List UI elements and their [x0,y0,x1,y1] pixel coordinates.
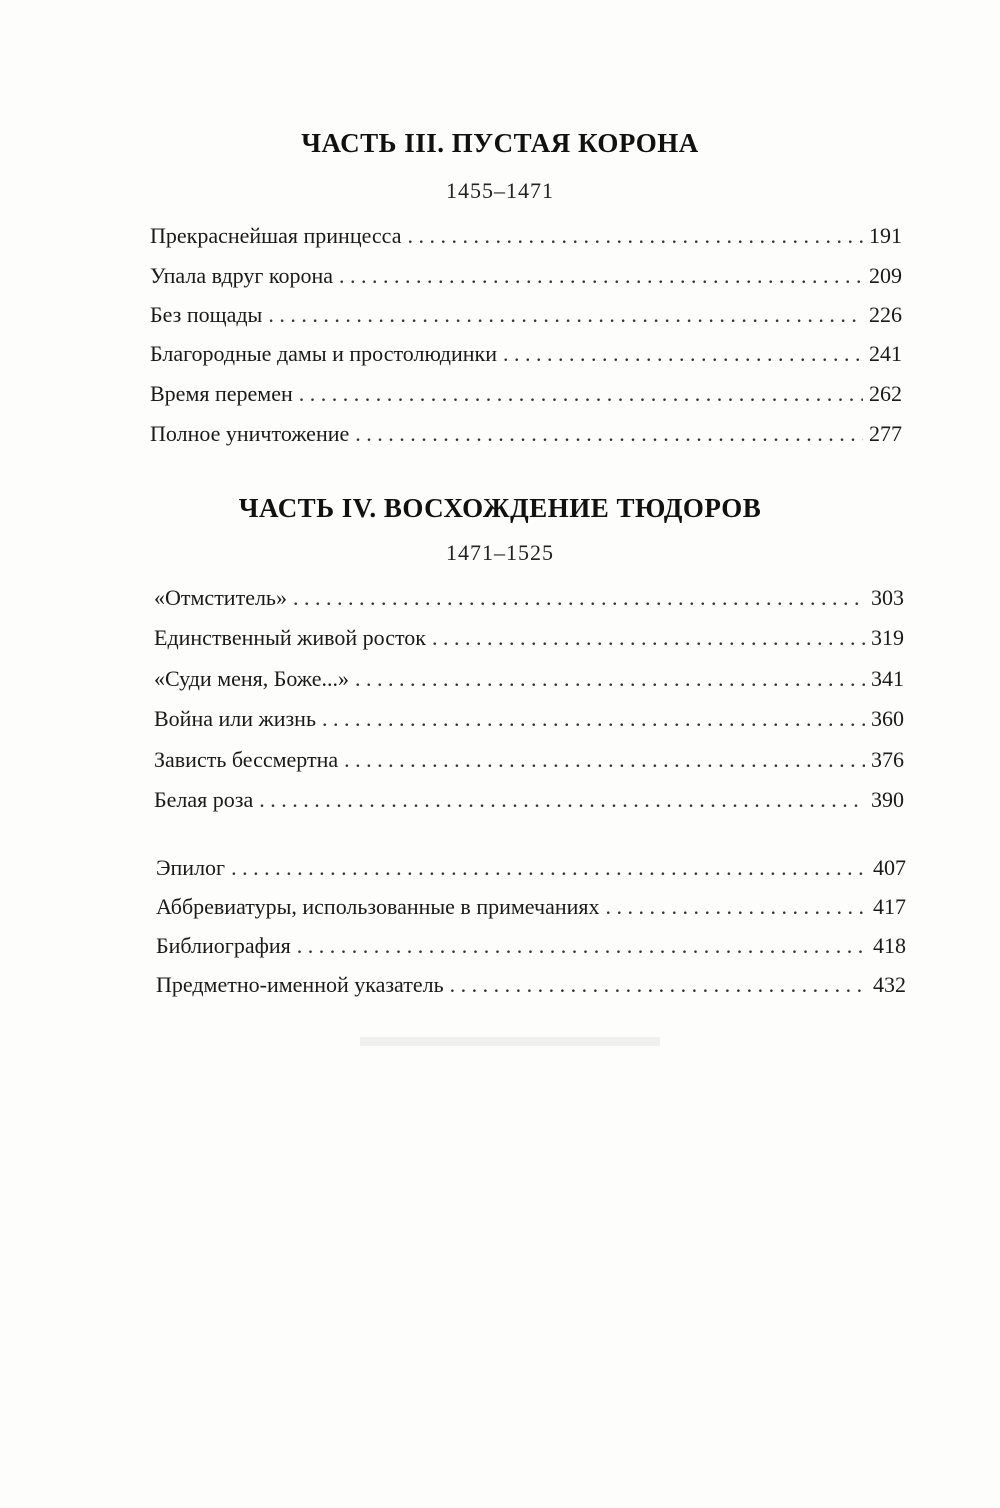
entry-page-number: 417 [873,894,906,919]
entry-page-number: 418 [873,933,906,958]
dot-leader [293,585,865,611]
dot-leader [268,302,863,328]
part-4-years: 1471–1525 [446,540,554,565]
entry-page-number: 191 [869,223,902,248]
entry-title: Предметно-именной указатель [156,972,444,997]
dot-leader [339,263,863,289]
toc-entry[interactable] [154,706,904,732]
entry-title: «Суди меня, Боже...» [154,666,350,691]
dot-leader [297,933,867,959]
dot-leader [407,223,863,249]
toc-entry[interactable] [154,666,904,692]
dot-leader [322,706,865,732]
toc-entry[interactable] [150,341,902,367]
toc-entry[interactable] [154,625,904,651]
entry-page-number: 303 [871,585,904,610]
dot-leader [344,747,865,773]
entry-page-number: 376 [871,747,904,772]
entry-title: Эпилог [156,855,226,880]
entry-title: Благородные дамы и простолюдинки [150,341,497,366]
entry-page-number: 226 [869,302,902,327]
entry-title: Белая роза [154,787,254,812]
entry-title: Прекраснейшая принцесса [150,223,402,248]
dot-leader [355,666,865,692]
toc-entry[interactable] [156,972,906,998]
toc-entry[interactable] [150,421,902,447]
toc-entry[interactable] [150,302,902,328]
toc-entry[interactable] [154,787,904,813]
dot-leader [450,972,867,998]
entry-page-number: 277 [869,421,902,446]
dot-leader [355,421,863,447]
entry-title: Единственный живой росток [154,625,426,650]
dot-leader [606,894,867,920]
entry-page-number: 432 [873,972,906,997]
dot-leader [432,625,865,651]
entry-title: Упала вдруг корона [150,263,333,288]
entry-title: Без пощады [150,302,263,327]
dot-leader [299,381,863,407]
entry-title: Полное уничтожение [150,421,350,446]
entry-title: «Отмститель» [154,585,287,610]
dot-leader [259,787,865,813]
toc-entry[interactable] [150,263,902,289]
entry-title: Библиография [156,933,291,958]
entry-title: Аббревиатуры, использованные в примечаниях [156,894,600,919]
bleed-through-texture: ▬▬▬▬▬▬▬▬▬▬ [360,1020,660,1053]
entry-page-number: 360 [871,706,904,731]
dot-leader [231,855,867,881]
entry-page-number: 319 [871,625,904,650]
toc-entry[interactable] [156,894,906,920]
toc-entry[interactable] [150,223,902,249]
entry-page-number: 241 [869,341,902,366]
toc-entry[interactable] [150,381,902,407]
entry-page-number: 341 [871,666,904,691]
toc-entry[interactable] [154,747,904,773]
entry-title: Война или жизнь [154,706,316,731]
part-3-years: 1455–1471 [446,178,554,203]
toc-entry[interactable] [156,933,906,959]
entry-page-number: 209 [869,263,902,288]
entry-page-number: 262 [869,381,902,406]
entry-title: Зависть бессмертна [154,747,339,772]
toc-entry[interactable] [156,855,906,881]
part-3-title: ЧАСТЬ III. ПУСТАЯ КОРОНА [301,128,699,158]
part-4-title: ЧАСТЬ IV. ВОСХОЖДЕНИЕ ТЮДОРОВ [238,493,762,523]
entry-page-number: 407 [873,855,906,880]
toc-entry[interactable] [154,585,904,611]
dot-leader [503,341,863,367]
entry-title: Время перемен [150,381,293,406]
entry-page-number: 390 [871,787,904,812]
